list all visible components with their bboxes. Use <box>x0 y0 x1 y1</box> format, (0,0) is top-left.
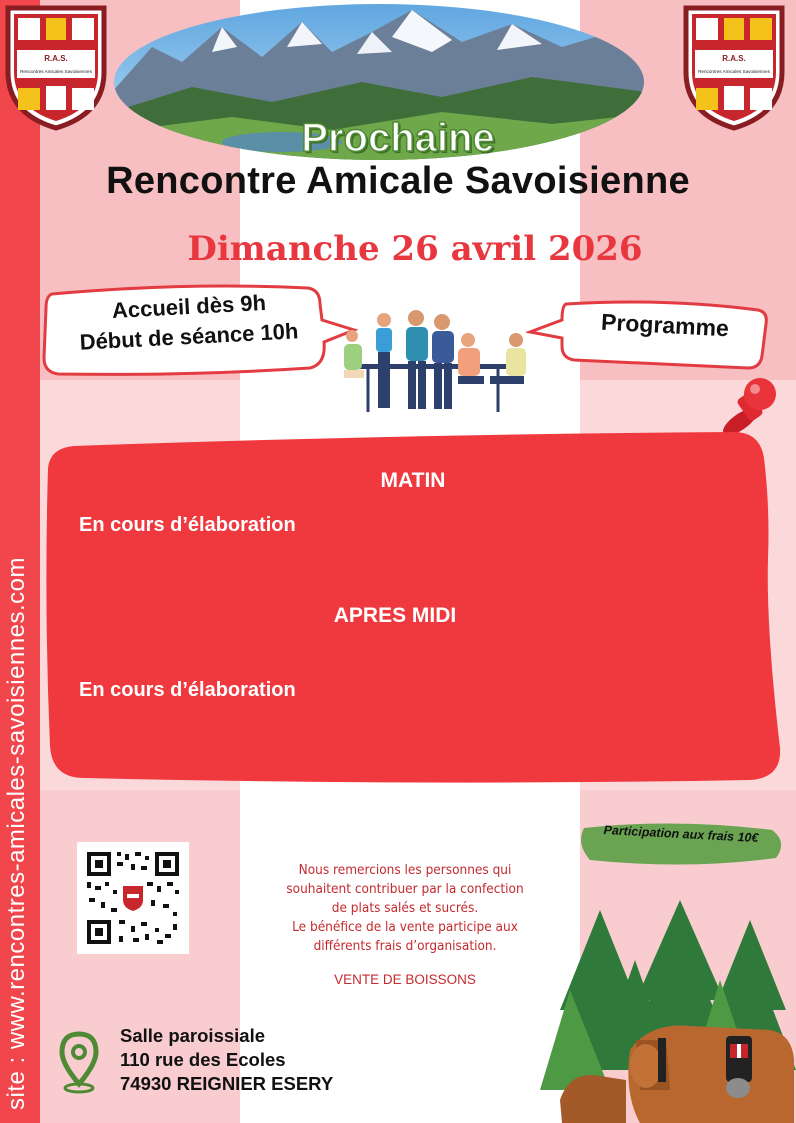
event-date: Dimanche 26 avril 2026 <box>187 229 643 269</box>
address-line1: Salle paroissiale <box>120 1025 266 1046</box>
crest-abbr: R.A.S. <box>44 54 68 63</box>
crest-abbr: R.A.S. <box>722 54 746 63</box>
location-pin-icon <box>58 1030 100 1094</box>
accueil-line1: Accueil dès 9h <box>111 289 267 324</box>
meeting-people-illustration <box>338 300 533 418</box>
participation-text: Participation aux frais 10€ <box>603 822 759 846</box>
page-title: Rencontre Amicale Savoisienne <box>106 160 690 202</box>
matin-text: En cours d’élaboration <box>79 514 296 536</box>
address-line3: 74930 REIGNIER ESERY <box>120 1073 334 1094</box>
info-line: souhaitent contribuer par la confection <box>286 881 524 897</box>
crest-logo-left <box>2 2 110 132</box>
vente-boissons: VENTE DE BOISSONS <box>334 972 476 987</box>
qr-code[interactable] <box>77 842 189 954</box>
site-url[interactable]: site : www.rencontres-amicales-savoisiennes.com <box>3 556 30 1110</box>
address-line2: 110 rue des Ecoles <box>120 1049 286 1070</box>
accueil-text <box>44 289 334 355</box>
info-line: différents frais d’organisation. <box>313 938 497 954</box>
crest-logo-right <box>680 2 788 132</box>
title-prochaine: Prochaine <box>301 116 495 160</box>
address <box>120 1024 333 1096</box>
matin-title: MATIN <box>380 469 446 492</box>
apres-midi-text: En cours d’élaboration <box>79 679 296 701</box>
accueil-line2: Début de séance 10h <box>79 318 299 355</box>
info-line: Nous remercions les personnes qui <box>298 862 512 878</box>
info-text <box>270 861 540 956</box>
programme-label: Programme <box>600 308 730 342</box>
crest-name: Rencontres Amicales Savoisiennes <box>20 69 92 74</box>
apres-midi-title: APRES MIDI <box>333 604 457 627</box>
qr-code-graphic <box>77 842 189 954</box>
info-line: de plats salés et sucrés. <box>331 900 479 916</box>
info-line: Le bénéfice de la vente participe aux <box>292 919 518 935</box>
crest-name: Rencontres Amicales Savoisiennes <box>698 69 770 74</box>
trees-and-cows-illustration <box>540 890 796 1123</box>
